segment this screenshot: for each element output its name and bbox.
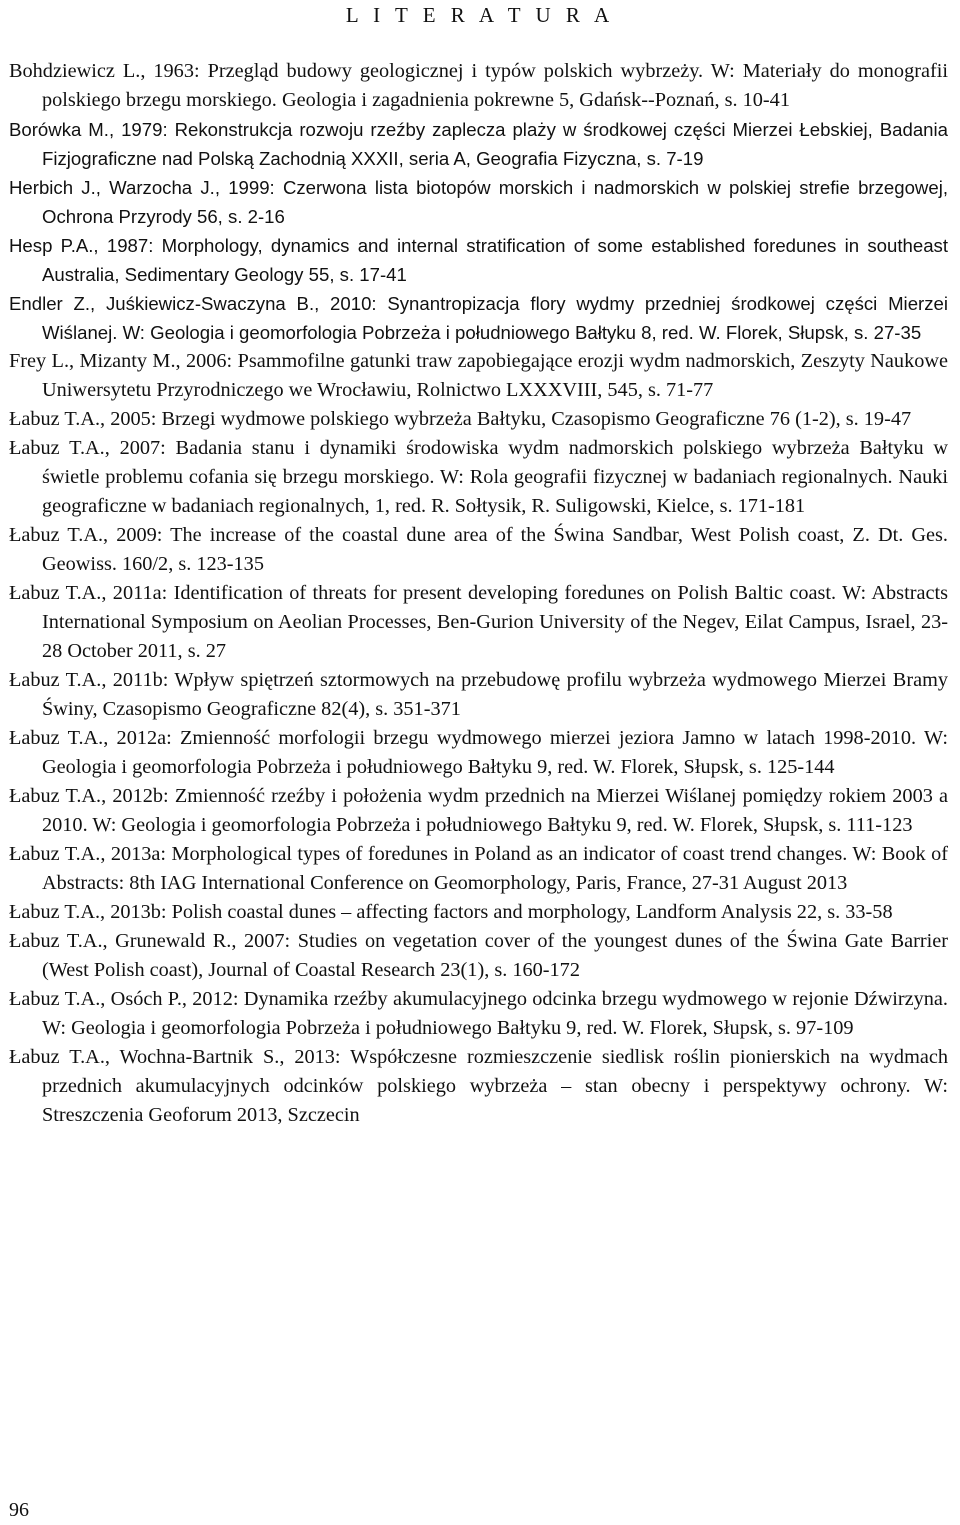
reference-entry: Łabuz T.A., 2013b: Polish coastal dunes – affecting factors and morphology, Landform Analysis 22, s. 33-58: [9, 901, 893, 923]
page-number: 96: [9, 1499, 29, 1521]
reference-entry: Borówka M., 1979: Rekonstrukcja rozwoju rzeźby zaplecza plaży w środkowej części Mierzei Łebskiej, Badania Fizjograficzne nad Polską Zachodnią XXXII, seria A, Geografia Fizyczna, s. 7-19: [9, 119, 948, 169]
reference-entry: Łabuz T.A., 2007: Badania stanu i dynamiki środowiska wydm nadmorskich polskiego wybrzeża Bałtyku w świetle problemu cofania się brzegu morskiego. W: Rola geografii fizycznej w badaniach regionalnych. Nauki geograficzne w badaniach regionalnych, 1, red. R. Sołtysik, R. Suligowski, Kielce, s. 171-181: [9, 437, 948, 517]
reference-entry: Łabuz T.A., 2011a: Identification of threats for present developing foredunes on Polish Baltic coast. W: Abstracts International Symposium on Aeolian Processes, Ben-Gurion University of the Negev, Eilat Campus, Israel, 23-28 October 2011, s. 27: [9, 582, 948, 662]
reference-entry: Frey L., Mizanty M., 2006: Psammofilne gatunki traw zapobiegające erozji wydm nadmorskich, Zeszyty Naukowe Uniwersytetu Przyrodniczego we Wrocławiu, Rolnictwo LXXXVIII, 545, s. 71-77: [9, 350, 948, 401]
reference-entry: Łabuz T.A., 2013a: Morphological types of foredunes in Poland as an indicator of coast trend changes. W: Book of Abstracts: 8th IAG International Conference on Geomorphology, Paris, France, 27-31 August 2013: [9, 843, 948, 894]
reference-list: [9, 57, 960, 1130]
reference-entry: Endler Z., Juśkiewicz-Swaczyna B., 2010: Synantropizacja flory wydmy przedniej środkowej części Mierzei Wiślanej. W: Geologia i geomorfologia Pobrzeża i południowego Bałtyku 8, red. W. Florek, Słupsk, s. 27-35: [9, 293, 948, 343]
reference-entry: Łabuz T.A., 2012b: Zmienność rzeźby i położenia wydm przednich na Mierzei Wiślanej pomiędzy rokiem 2003 a 2010. W: Geologia i geomorfologia Pobrzeża i południowego Bałtyku 9, red. W. Florek, Słupsk, s. 111-123: [9, 785, 948, 836]
reference-entry: Łabuz T.A., 2009: The increase of the coastal dune area of the Świna Sandbar, West Polish coast, Z. Dt. Ges. Geowiss. 160/2, s. 123-135: [9, 524, 948, 575]
reference-entry: Łabuz T.A., Wochna-Bartnik S., 2013: Współczesne rozmieszczenie siedlisk roślin pionierskich na wydmach przednich akumulacyjnych odcinków polskiego wybrzeża – stan obecny i perspektywy ochrony. W: Streszczenia Geoforum 2013, Szczecin: [9, 1046, 948, 1126]
page-heading: L I T E R A T U R A: [345, 3, 615, 27]
reference-entry: Herbich J., Warzocha J., 1999: Czerwona lista biotopów morskich i nadmorskich w polskiej strefie brzegowej, Ochrona Przyrody 56, s. 2-16: [9, 177, 948, 227]
reference-entry: Łabuz T.A., 2005: Brzegi wydmowe polskiego wybrzeża Bałtyku, Czasopismo Geograficzne 76 (1-2), s. 19-47: [9, 408, 912, 430]
reference-entry: Łabuz T.A., Osóch P., 2012: Dynamika rzeźby akumulacyjnego odcinka brzegu wydmowego w rejonie Dźwirzyna. W: Geologia i geomorfologia Pobrzeża i południowego Bałtyku 9, red. W. Florek, Słupsk, s. 97-109: [9, 988, 948, 1039]
reference-entry: Łabuz T.A., Grunewald R., 2007: Studies on vegetation cover of the youngest dunes of the Świna Gate Barrier (West Polish coast), Journal of Coastal Research 23(1), s. 160-172: [9, 930, 948, 981]
reference-entry: Łabuz T.A., 2012a: Zmienność morfologii brzegu wydmowego mierzei jeziora Jamno w latach 1998-2010. W: Geologia i geomorfologia Pobrzeża i południowego Bałtyku 9, red. W. Florek, Słupsk, s. 125-144: [9, 727, 948, 778]
reference-entry: Bohdziewicz L., 1963: Przegląd budowy geologicznej i typów polskich wybrzeży. W: Materiały do monografii polskiego brzegu morskiego. Geologia i zagadnienia pokrewne 5, Gdańsk--Poznań, s. 10-41: [9, 60, 948, 111]
reference-entry: Łabuz T.A., 2011b: Wpływ spiętrzeń sztormowych na przebudowę profilu wybrzeża wydmowego Mierzei Bramy Świny, Czasopismo Geograficzne 82(4), s. 351-371: [9, 669, 948, 720]
reference-entry: Hesp P.A., 1987: Morphology, dynamics and internal stratification of some established foredunes in southeast Australia, Sedimentary Geology 55, s. 17-41: [9, 235, 948, 285]
